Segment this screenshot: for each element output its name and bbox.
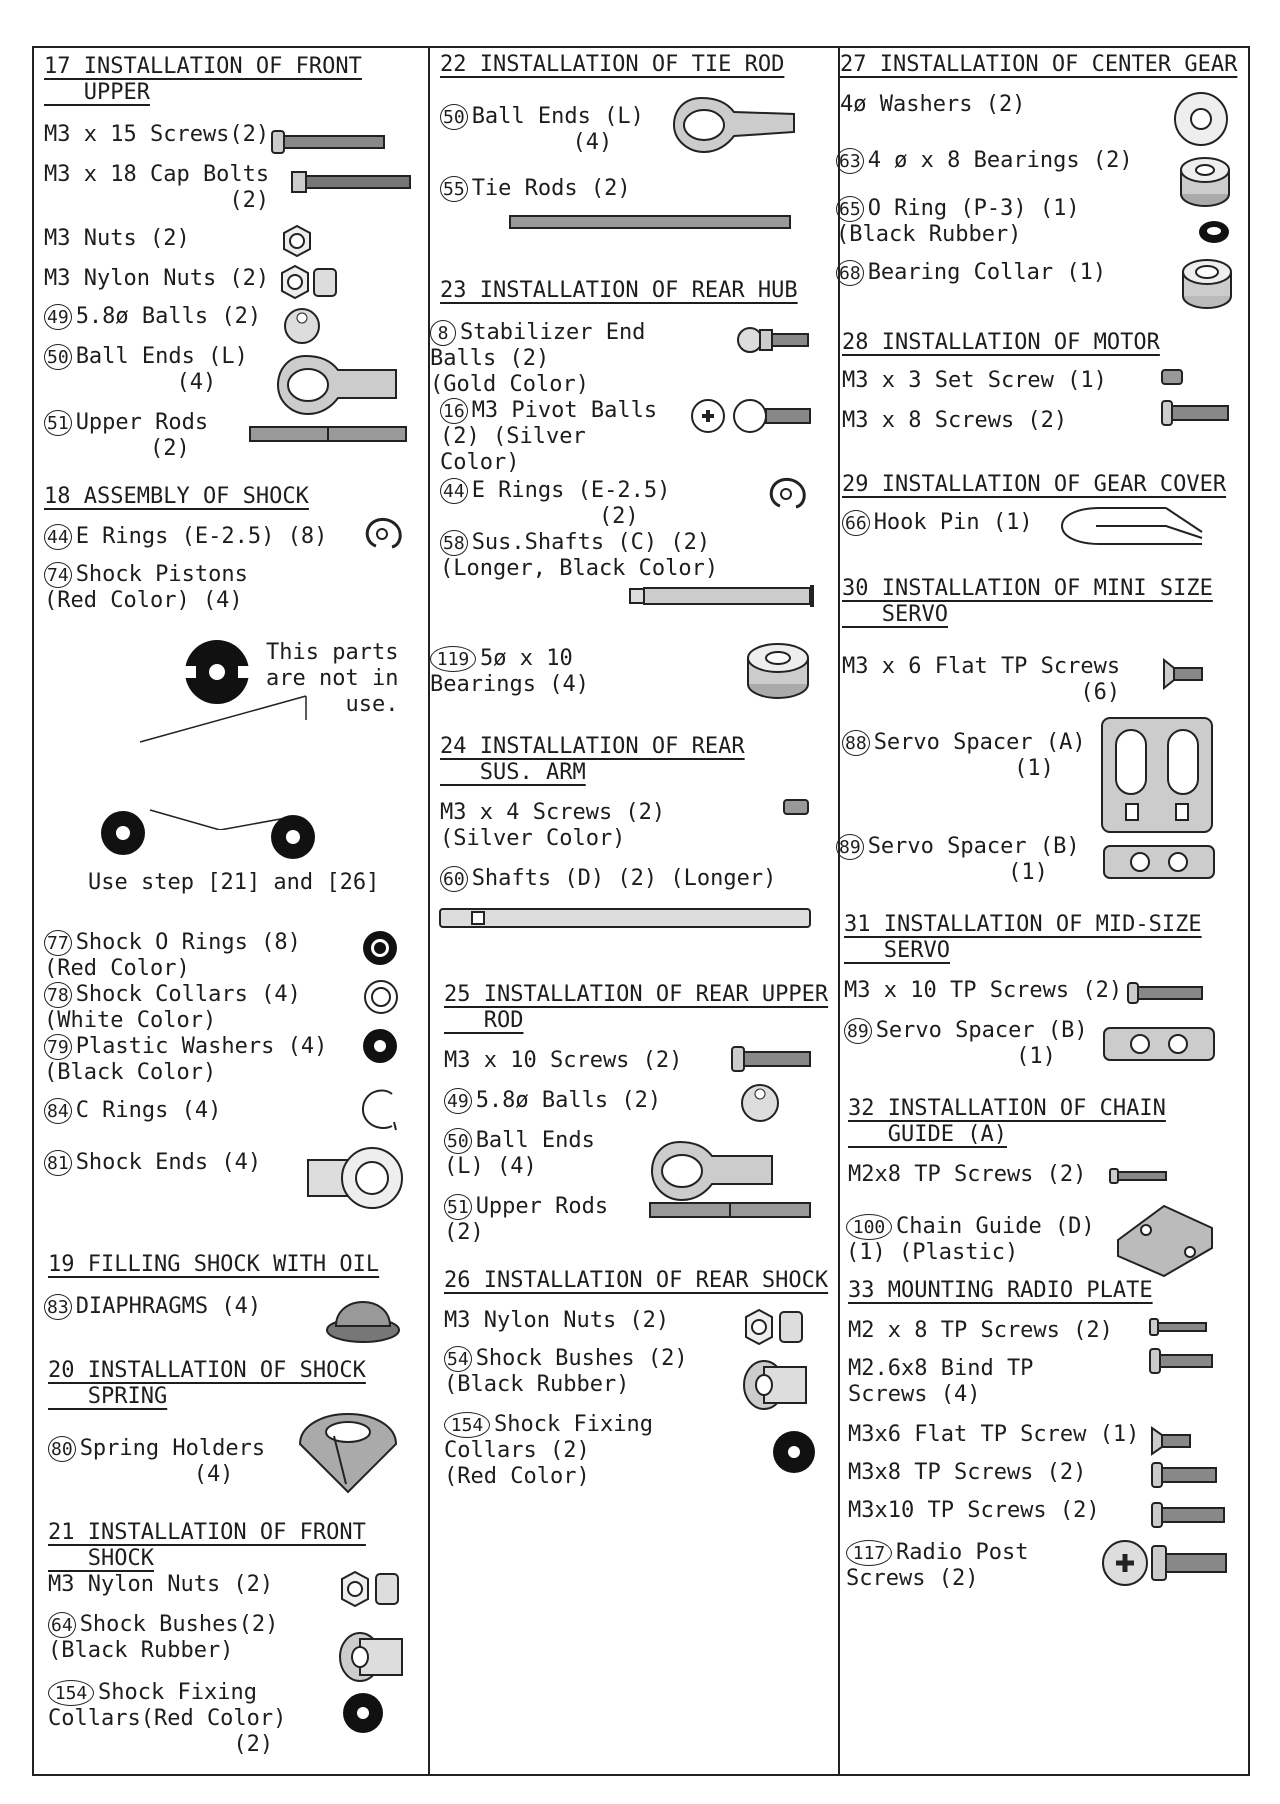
part-label: Servo Spacer (B) (1) bbox=[875, 1018, 1088, 1069]
chain-guide-icon bbox=[1108, 1200, 1220, 1280]
part-row bbox=[440, 398, 657, 476]
part-label: Upper Rods (2) bbox=[75, 410, 209, 461]
part-row bbox=[844, 1018, 1088, 1070]
part-label: M3x10 TP Screws (2) bbox=[848, 1498, 1100, 1523]
ball-end-icon bbox=[650, 1138, 776, 1204]
plastic-washer-icon bbox=[360, 1026, 400, 1066]
part-number: 65 bbox=[836, 196, 864, 222]
tp-screw-icon bbox=[1108, 1166, 1170, 1186]
section-23-title: 23 INSTALLATION OF REAR HUB bbox=[440, 278, 798, 303]
part-label: M3 x 8 Screws (2) bbox=[842, 408, 1068, 433]
part-row bbox=[44, 344, 248, 396]
part-row bbox=[440, 104, 644, 156]
part-row bbox=[836, 148, 1133, 174]
part-number: 117 bbox=[846, 1540, 892, 1566]
part-row bbox=[846, 1214, 1095, 1266]
plastic-washer-icon bbox=[268, 812, 318, 862]
part-label: 4 ø x 8 Bearings (2) bbox=[867, 148, 1133, 173]
part-row bbox=[48, 1612, 278, 1664]
pivot-ball-icon bbox=[690, 396, 814, 436]
part-label: Ball Ends (L) (4) bbox=[75, 344, 248, 395]
section-26-title: 26 INSTALLATION OF REAR SHOCK bbox=[444, 1268, 829, 1293]
part-row bbox=[846, 1540, 1028, 1592]
part-row bbox=[44, 930, 301, 982]
part-row bbox=[44, 304, 261, 330]
servo-spacer-b-icon bbox=[1100, 1024, 1218, 1064]
part-number: 79 bbox=[44, 1034, 72, 1060]
section-30-title: 30 INSTALLATION OF MINI SIZE SERVO bbox=[842, 576, 1213, 627]
part-number: 154 bbox=[444, 1412, 490, 1438]
part-label: Shafts (D) (2) (Longer) bbox=[471, 866, 777, 891]
shock-bush-icon bbox=[742, 1358, 812, 1412]
washer-icon bbox=[1172, 90, 1230, 148]
part-label: 5.8ø Balls (2) bbox=[475, 1088, 662, 1113]
section-28-title: 28 INSTALLATION OF MOTOR bbox=[842, 330, 1160, 355]
section-20-title: 20 INSTALLATION OF SHOCK SPRING bbox=[48, 1358, 366, 1409]
part-label: Ball Ends (L) (4) bbox=[471, 104, 644, 155]
sus-shaft-icon bbox=[628, 584, 818, 608]
part-row bbox=[44, 1034, 327, 1086]
section-29-title: 29 INSTALLATION OF GEAR COVER bbox=[842, 472, 1227, 497]
part-label: 4ø Washers (2) bbox=[840, 92, 1026, 117]
part-label: M3 x 10 Screws (2) bbox=[444, 1048, 683, 1073]
bind-tp-screw-icon bbox=[1148, 1346, 1216, 1376]
part-label: Spring Holders (4) bbox=[79, 1436, 266, 1487]
part-label: Ball Ends (L) (4) bbox=[444, 1128, 595, 1179]
part-label: M2x8 TP Screws (2) bbox=[848, 1162, 1087, 1187]
tp-screw-icon bbox=[1150, 1460, 1220, 1490]
part-number: 81 bbox=[44, 1150, 72, 1176]
not-in-use-note: This parts are not in use. bbox=[266, 640, 399, 717]
part-row bbox=[48, 1680, 286, 1758]
tie-rod-icon bbox=[508, 212, 794, 232]
upper-rod-icon bbox=[648, 1200, 814, 1220]
part-row bbox=[44, 562, 248, 614]
set-screw-icon bbox=[782, 798, 810, 816]
part-number: 89 bbox=[836, 834, 864, 860]
part-number: 16 bbox=[440, 398, 468, 424]
nylon-nut-icon bbox=[338, 1570, 404, 1608]
part-label: O Ring (P-3) (1) (Black Rubber) bbox=[836, 196, 1080, 247]
servo-spacer-a-icon bbox=[1098, 714, 1216, 836]
section-33-title: 33 MOUNTING RADIO PLATE bbox=[848, 1278, 1153, 1303]
part-number: 49 bbox=[444, 1088, 472, 1114]
part-label: 5.8ø Balls (2) bbox=[75, 304, 262, 329]
ball-end-icon bbox=[672, 94, 798, 156]
part-row bbox=[430, 646, 589, 698]
part-label: DIAPHRAGMS (4) bbox=[75, 1294, 262, 1319]
tp-screw-icon bbox=[1148, 1316, 1210, 1338]
part-label: M3 x 4 Screws (2) (Silver Color) bbox=[440, 800, 666, 851]
spring-holder-icon bbox=[294, 1406, 402, 1496]
part-number: 55 bbox=[440, 176, 468, 202]
part-label: M3 x 15 Screws(2) bbox=[44, 122, 270, 147]
part-label: M3 x 10 TP Screws (2) bbox=[844, 978, 1123, 1003]
shock-collar-icon bbox=[362, 978, 400, 1016]
part-number: 44 bbox=[44, 524, 72, 550]
section-22-title: 22 INSTALLATION OF TIE ROD bbox=[440, 52, 785, 77]
section-27-title: 27 INSTALLATION OF CENTER GEAR bbox=[840, 52, 1238, 77]
bearing-icon bbox=[1178, 154, 1232, 210]
flat-screw-icon bbox=[1160, 658, 1206, 690]
part-row bbox=[836, 260, 1106, 286]
part-row bbox=[440, 176, 631, 202]
part-number: 58 bbox=[440, 530, 468, 556]
set-screw-icon bbox=[1160, 368, 1184, 386]
use-step-note: Use step [21] and [26] bbox=[88, 870, 380, 895]
part-label: M3 Nylon Nuts (2) bbox=[44, 266, 270, 291]
stabilizer-ball-icon bbox=[736, 320, 812, 360]
part-label: Stabilizer End Balls (2) (Gold Color) bbox=[430, 320, 646, 397]
part-label: Tie Rods (2) bbox=[471, 176, 631, 201]
part-label: Shock Fixing Collars(Red Color) (2) bbox=[48, 1680, 287, 1757]
part-row bbox=[836, 196, 1080, 248]
part-number: 78 bbox=[44, 982, 72, 1008]
part-number: 51 bbox=[44, 410, 72, 436]
part-label: Shock O Rings (8) (Red Color) bbox=[44, 930, 301, 981]
part-number: 84 bbox=[44, 1098, 72, 1124]
part-row bbox=[444, 1194, 608, 1246]
nylon-nut-icon bbox=[742, 1308, 808, 1346]
part-number: 50 bbox=[44, 344, 72, 370]
part-number: 66 bbox=[842, 510, 870, 536]
part-label: M3x8 TP Screws (2) bbox=[848, 1460, 1087, 1485]
part-label: M3 Nylon Nuts (2) bbox=[48, 1572, 274, 1597]
part-label: Servo Spacer (A) (1) bbox=[873, 730, 1086, 781]
part-label: Bearing Collar (1) bbox=[867, 260, 1107, 285]
part-label: M2.6x8 Bind TP Screws (4) bbox=[848, 1356, 1034, 1407]
part-row bbox=[48, 1436, 265, 1488]
part-label: Hook Pin (1) bbox=[873, 510, 1033, 535]
section-21-title: 21 INSTALLATION OF FRONT SHOCK bbox=[48, 1520, 366, 1571]
part-number: 100 bbox=[846, 1214, 892, 1240]
nylon-nut-icon bbox=[278, 264, 342, 300]
part-row bbox=[44, 1150, 261, 1176]
part-row bbox=[440, 866, 776, 892]
part-label: Servo Spacer (B) (1) bbox=[867, 834, 1080, 885]
part-number: 50 bbox=[444, 1128, 472, 1154]
section-17-title: 17 INSTALLATION OF FRONT UPPER bbox=[44, 54, 362, 105]
part-number: 74 bbox=[44, 562, 72, 588]
screw-icon bbox=[270, 128, 390, 158]
part-label: M3x6 Flat TP Screw (1) bbox=[848, 1422, 1140, 1447]
part-label: Shock Fixing Collars (2) (Red Color) bbox=[444, 1412, 653, 1489]
shock-fixing-collar-icon bbox=[770, 1428, 818, 1476]
part-label: Chain Guide (D) (1) (Plastic) bbox=[846, 1214, 1095, 1265]
hook-pin-icon bbox=[1056, 502, 1206, 550]
part-label: Shock Pistons (Red Color) (4) bbox=[44, 562, 248, 613]
part-label: Plastic Washers (4) (Black Color) bbox=[44, 1034, 328, 1085]
part-label: 5ø x 10 Bearings (4) bbox=[430, 646, 589, 697]
part-row bbox=[444, 1128, 595, 1180]
column-divider bbox=[838, 46, 840, 1776]
bearing-collar-icon bbox=[1180, 256, 1234, 312]
part-row bbox=[440, 478, 670, 530]
part-label: M3 x 3 Set Screw (1) bbox=[842, 368, 1107, 393]
part-row bbox=[44, 524, 327, 550]
part-label: M3 Nylon Nuts (2) bbox=[444, 1308, 670, 1333]
part-number: 60 bbox=[440, 866, 468, 892]
flat-screw-icon bbox=[1148, 1426, 1194, 1456]
part-number: 8 bbox=[430, 320, 456, 346]
screw-icon bbox=[730, 1044, 814, 1074]
part-label: Shock Ends (4) bbox=[75, 1150, 262, 1175]
o-ring-icon bbox=[1196, 218, 1232, 246]
part-number: 88 bbox=[842, 730, 870, 756]
part-number: 44 bbox=[440, 478, 468, 504]
part-number: 50 bbox=[440, 104, 468, 130]
part-number: 68 bbox=[836, 260, 864, 286]
nut-icon bbox=[280, 224, 314, 258]
part-label: Shock Bushes (2) (Black Rubber) bbox=[444, 1346, 688, 1397]
ball-end-icon bbox=[276, 352, 401, 418]
part-label: Shock Bushes(2) (Black Rubber) bbox=[48, 1612, 279, 1663]
section-19-title: 19 FILLING SHOCK WITH OIL bbox=[48, 1252, 380, 1277]
part-row bbox=[44, 1294, 261, 1320]
part-row bbox=[44, 410, 208, 462]
cap-bolt-icon bbox=[290, 168, 415, 198]
shock-bush-icon bbox=[338, 1630, 408, 1684]
part-label: Sus.Shafts (C) (2) (Longer, Black Color) bbox=[440, 530, 719, 581]
part-label: C Rings (4) bbox=[75, 1098, 222, 1123]
part-label: M2 x 8 TP Screws (2) bbox=[848, 1318, 1113, 1343]
part-label: Upper Rods (2) bbox=[444, 1194, 609, 1245]
part-number: 64 bbox=[48, 1612, 76, 1638]
part-label: Shock Collars (4) (White Color) bbox=[44, 982, 301, 1033]
part-row bbox=[440, 530, 718, 582]
e-ring-icon bbox=[362, 516, 404, 552]
o-ring-icon bbox=[360, 928, 400, 968]
part-number: 80 bbox=[48, 1436, 76, 1462]
shock-fixing-collar-icon bbox=[340, 1690, 386, 1736]
part-row bbox=[842, 730, 1086, 782]
shaft-icon bbox=[438, 906, 814, 930]
ball-icon bbox=[282, 306, 322, 346]
part-row bbox=[842, 510, 1033, 536]
section-24-title: 24 INSTALLATION OF REAR SUS. ARM bbox=[440, 734, 745, 785]
column-divider bbox=[428, 46, 430, 1776]
part-number: 83 bbox=[44, 1294, 72, 1320]
upper-rod-icon bbox=[248, 424, 410, 444]
part-row bbox=[430, 320, 645, 398]
part-number: 63 bbox=[836, 148, 864, 174]
screw-icon bbox=[1160, 398, 1232, 428]
section-25-title: 25 INSTALLATION OF REAR UPPER ROD bbox=[444, 982, 829, 1033]
section-32-title: 32 INSTALLATION OF CHAIN GUIDE (A) bbox=[848, 1096, 1166, 1147]
part-label: M3 x 6 Flat TP Screws (6) bbox=[842, 654, 1121, 705]
part-label: M3 Pivot Balls (2) (Silver Color) bbox=[440, 398, 658, 475]
tp-screw-icon bbox=[1126, 980, 1206, 1006]
part-label: E Rings (E-2.5) (2) bbox=[471, 478, 671, 529]
tp-screw-icon bbox=[1150, 1500, 1228, 1530]
part-row bbox=[444, 1412, 653, 1490]
part-label: Radio Post Screws (2) bbox=[846, 1540, 1029, 1591]
radio-post-screw-icon bbox=[1100, 1538, 1230, 1588]
part-number: 77 bbox=[44, 930, 72, 956]
c-ring-icon bbox=[358, 1086, 400, 1132]
servo-spacer-b-icon bbox=[1100, 842, 1218, 882]
plastic-washer-icon bbox=[98, 808, 148, 858]
part-row bbox=[836, 834, 1080, 886]
shock-end-icon bbox=[306, 1144, 406, 1212]
part-number: 49 bbox=[44, 304, 72, 330]
part-number: 51 bbox=[444, 1194, 472, 1220]
ball-icon bbox=[738, 1082, 782, 1124]
part-label: M3 x 18 Cap Bolts (2) bbox=[44, 162, 270, 213]
part-label: M3 Nuts (2) bbox=[44, 226, 190, 251]
part-row bbox=[44, 982, 301, 1034]
diaphragm-icon bbox=[324, 1286, 402, 1344]
part-row bbox=[444, 1088, 661, 1114]
part-label: E Rings (E-2.5) (8) bbox=[75, 524, 328, 549]
e-ring-icon bbox=[766, 476, 808, 512]
section-31-title: 31 INSTALLATION OF MID-SIZE SERVO bbox=[844, 912, 1202, 963]
part-number: 89 bbox=[844, 1018, 872, 1044]
bearing-icon bbox=[744, 640, 812, 702]
part-number: 154 bbox=[48, 1680, 94, 1706]
part-row bbox=[44, 1098, 221, 1124]
section-18-title: 18 ASSEMBLY OF SHOCK bbox=[44, 484, 309, 509]
part-row bbox=[444, 1346, 688, 1398]
part-number: 119 bbox=[430, 646, 476, 672]
part-number: 54 bbox=[444, 1346, 472, 1372]
